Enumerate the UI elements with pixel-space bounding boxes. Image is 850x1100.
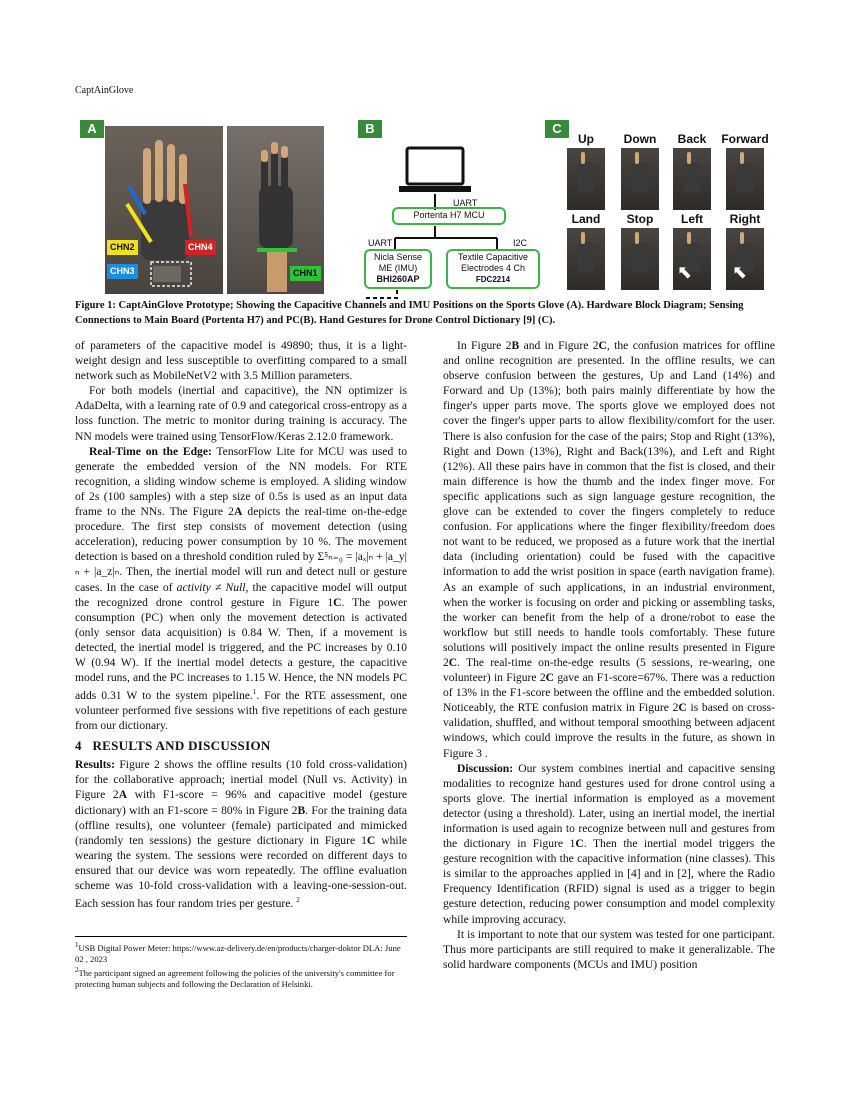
fn1-mark: 1 [75,941,79,949]
p3e: . The power consumption (PC) when only the movement detection is activated (only sensor data acquisition) is 0.84 W. Then, if a movement is detected, the inertial model is triggered, and the PC increases by 0.10 W (0.94 W). If the inertial model detects a gesture, the capacitive model runs, and the PC increases to 1.15 W. Hence, the NN models PC adds 0.31 W to the system pipeline. [75,595,408,703]
textile-block-text [447,252,539,285]
ref-b-r: B [511,339,520,352]
gesture-photo-land [567,228,605,290]
ref-a-2: A [118,788,128,802]
arrow-right-icon: ⬉ [732,262,748,282]
r1e: gave an F1-score=67%. There was a reduction of 13% in the F1-score between the offline and the embedded solution. Noticeably, the RTE confusion matrix in Figure 2 [443,671,775,715]
r1d: . The real-time on-the-edge results (5 sessions, re-wearing, one volunteer) in Figure 2 [443,655,775,685]
chn3-label: CHN3 [107,264,138,279]
p4c: . For the training data (offline results), one volunteer (female) participated and mimicked (randomly ten sessions) the gesture dictionary in Figure 1 [75,803,407,847]
ref-c-r4: C [678,701,687,715]
gesture-label-up: Up [578,132,594,146]
nicla-line2: ME (IMU) [378,263,418,273]
left-paragraph-4 [75,757,407,911]
panel-label-a: A [80,120,104,138]
ref-c-r: C [598,339,607,352]
left-column [75,338,407,911]
r2a: Our system combines inertial and capacitive sensing modalities to recognize hand gestures used for drone control using a sports glove. The inertial information is employed as a movement detector (using a threshold). Later, using an inertial model, the inertial information is used again to recognize between null and gestures from the dictionary in Figure 1 [443,761,775,851]
i2c-label: I2C [513,238,528,248]
r2b: . Then the inertial model triggers the gesture recognition with the capacitive information (nine classes). This is similar to the approaches applied in [4] and in [2], where the Radio Frequency Identification (RFID) signal is used as a trigger to begin gesture detection, reducing power consumption and model complexity while improving accuracy. [443,837,775,926]
gesture-label-back: Back [677,132,707,146]
ref-c-2: C [366,833,376,847]
left-paragraph-1: of parameters of the capacitive model is 49890; thus, it is a light-weight design and less susceptible to overfitting compared to a small network such as MobileNetV2 with 3.5 Million parameters. [75,339,407,383]
section-number: 4 [75,738,82,754]
glove-photo-back [227,126,324,294]
results-lead: Results: [75,758,115,772]
gesture-label-right: Right [729,212,761,226]
panel-label-b: B [358,120,382,138]
ref-a: A [233,505,243,519]
p3f: . For the RTE assessment, one volunteer performed five sessions with five repetitions of each gesture from our dictionary. [75,689,407,733]
gesture-photo-stop [621,228,659,290]
right-column [443,338,775,972]
chn4-label: CHN4 [185,240,216,255]
footnote-ref-1: 1 [252,688,257,697]
panel-label-c: C [545,120,569,138]
r1f: is based on cross-validation, shuffled, and without temporal smoothing between adjacent windows, which could improve the results in the future, as shown in Figure 3 . [443,701,775,760]
p4d: while wearing the system. The sessions were recorded on different days to ensured that our device was worn repeatedly. The offline evaluation scheme was 10-fold cross-validation with a leaving-one-session-out. Each session has four random tries per gesture. [75,833,408,910]
rte-lead: Real-Time on the Edge: [89,444,212,458]
nicla-block-text [365,252,431,285]
chn2-label: CHN2 [107,240,138,255]
p3c: . Then, the inertial model will run and detect null or gesture cases. In the case of [75,565,407,594]
uart-left-label: UART [368,238,393,248]
right-paragraph-1 [443,338,775,761]
threshold-formula: Σ⁵ₙ₌₀ = |aₓ|ₙ + |a_y|ₙ + |a_z|ₙ [75,550,407,579]
p4b: with F1-score = 96% and capacitive model (gesture dictionary) with an F1-score = 80% in Figure 2 [75,788,407,817]
fn2-text: The participant signed an agreement following the policies of the university's committee for protecting human subjects and following the Declaration of Helsinki. [75,967,395,989]
p3b: depicts the real-time on-the-edge procedure. The first step consists of movement detection (using acceleration), reducing power consumption by 10 %. The movement detection is based on a threshold condition ruled by [75,505,407,564]
footnote-ref-2: 2 [296,896,300,905]
gesture-photo-down [621,148,659,210]
running-head: CaptAinGlove [75,85,134,96]
ref-b: B [297,803,306,817]
ref-c: C [333,595,342,609]
nicla-line3: BHI260AP [376,274,420,284]
nicla-line1: Nicla Sense [373,252,423,262]
left-paragraph-2: For both models (inertial and capacitive), the NN optimizer is AdaDelta, with a learning rate of 0.9 and categorical cross-entropy as a loss function. The metric to monitor during training is accuracy. The NN models were trained using TensorFlow/Keras 2.12.0 framework. [75,384,407,443]
section-title: RESULTS AND DISCUSSION [92,738,271,754]
arrow-left-icon: ⬉ [677,262,693,282]
left-paragraph-3 [75,444,407,734]
footnotes [75,936,407,990]
portenta-label: Portenta H7 MCU [413,210,485,220]
right-paragraph-3: It is important to note that our system was tested for one participant. Thus more participants are still required to make it generalizable. The solid hardware components (MCUs and IMU) position [443,927,775,971]
gesture-label-land: Land [571,212,601,226]
textile-line3: FDC2214 [475,275,511,284]
uart-top-label: UART [453,198,478,208]
ref-c-r3: C [545,671,555,685]
fn2-mark: 2 [75,965,79,974]
gesture-label-forward: Forward [721,132,769,146]
gesture-photo-forward [726,148,764,210]
figure-1 [75,118,775,303]
gesture-label-stop: Stop [626,212,654,226]
chn1-label: CHN1 [290,266,321,281]
p3d: , the capacitive model will output the recognized drone control gesture in Figure 1 [75,580,407,609]
p4a: Figure 2 shows the offline results (10 fold cross-validation) for the collaborative approach; inertial model (Null vs. Activity) in Figure 2 [75,758,407,802]
textile-line2: Electrodes 4 Ch [460,263,526,273]
right-paragraph-2 [443,761,775,927]
r1c: , the confusion matrices for offline and online recognition are presented. In the offline results, we can observe confusion between the gestures, Up and Land (14%) and Forward and Up (13%); both pairs mainly differentiate by how the finger's upper parts move. The sports glove we employed does not cover the finger's upper parts to allow flexibility/comfort for the user. There is also confusion for the case of the pairs; Stop and Right (13%), Right and Down (13%), Right and Back(13%), and Left and Right (12%). All these pairs have in common that the fist is closed, and their main difference is how the thumb and the index finger move. For specific applications such as sign language gesture recognition, the glove can be extended to cover the fingers completely to reduce confusion. For applications where the finger flexibility/freedom does not want to be reduced, we proposed as a future work that the inertial data (including orientation) could be fused with the capacitive information to add the wrist position in space (earth navigation frame). As an example of such applications, in an industrial environment, when the worker is focusing on order and picking or assembling tasks, the worker can benefit from the help of a drone/robot to ease the workflow but still needs to handle tools comfortably. These future solutions will positively impact the online results presented in Figure 2 [443,339,776,669]
gesture-photo-up [567,148,605,210]
ref-c-r5: C [575,837,584,851]
discussion-lead: Discussion: [457,761,514,775]
section-heading [75,738,407,754]
r1a: In Figure 2 [457,339,512,352]
footnote-2 [75,965,407,990]
figure-caption: Figure 1: CaptAinGlove Prototype; Showing the Capacitive Channels and IMU Positions on the Sports Glove (A). Hardware Block Diagram; Sensing Connections to Main Board (Portenta H7) and PC(B). Hand Gestures for Drone Control Dictionary [9] (C). [75,300,744,326]
gesture-label-left: Left [681,212,703,226]
p3a: TensorFlow Lite for MCU was used to generate the embedded version of the NN models. For RTE recognition, a sliding window scheme is employed. A sliding window of 2s (100 samples) with a step size of 0.5s is used as an input data frame to the NNs. The Figure 2 [75,444,407,519]
gesture-label-down: Down [623,132,657,146]
textile-line1: Textile Capacitive [457,252,529,262]
footnote-1 [75,940,407,965]
glove-photo-front [105,126,223,294]
gesture-photo-left [673,228,711,290]
gesture-photo-right [726,228,764,290]
activity-condition: activity ≠ Null [176,580,246,594]
gesture-photo-back [673,148,711,210]
ref-c-r2: C [448,655,458,669]
fn1-text: USB Digital Power Meter: https://www.az-delivery.de/en/products/charger-doktor DLA: June 02 , 2023 [75,942,401,964]
r1b: and in Figure 2 [519,339,599,352]
